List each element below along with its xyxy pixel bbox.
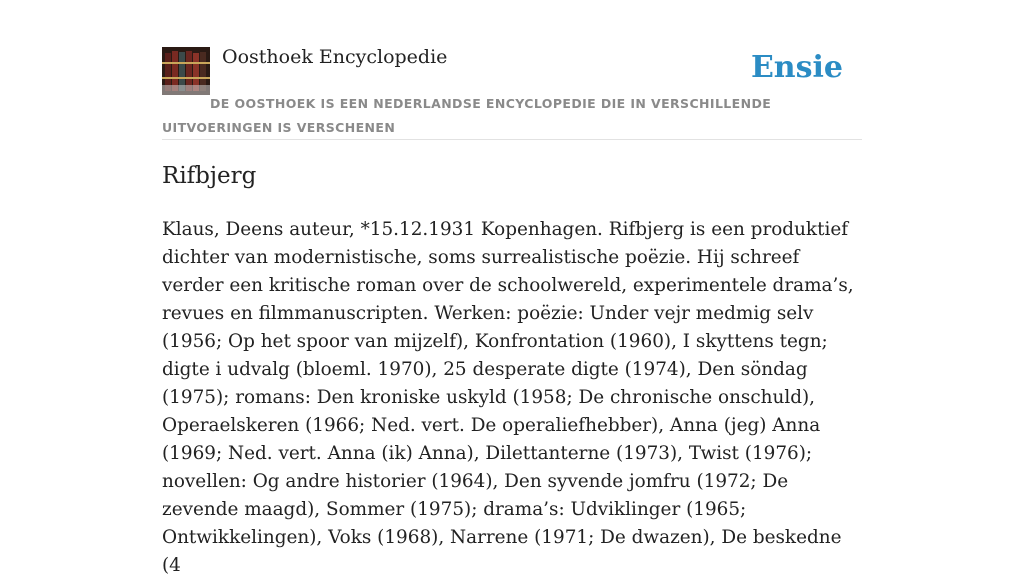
header-divider xyxy=(162,139,862,140)
article-body: Klaus, Deens auteur, *15.12.1931 Kopenhagen. Rifbjerg is een produktief dichter van modernistische, soms surrealistische poëzie. Hij schreef verder een kritische roman over de schoolwereld, experimentele drama’s, revues en filmmanuscripten. Werken: poëzie: Under vejr medmig selv (1956; Op het spoor van mijzelf), Konfrontation (1960), I skyttens tegn; digte i udvalg (bloeml. 1970), 25 desperate digte (1974), Den söndag (1975); romans: Den kroniske uskyld (1958; De chronische onschuld), Operaelskeren (1966; Ned. vert. De operaliefhebber), Anna (jeg) Anna (1969; Ned. vert. Anna (ik) Anna), Dilettanterne (1973), Twist (1976); novellen: Og andre historier (1964), Den syvende jomfru (1972; De zevende maagd), Sommer (1975); drama’s: Udviklinger (1965; Ontwikkelingen), Voks (1968), Narrene (1971; De dwazen), De beskedne (4 xyxy=(162,219,854,576)
site-tagline: DE OOSTHOEK IS EEN NEDERLANDSE ENCYCLOPEDIE DIE IN VERSCHILLENDE UITVOERINGEN IS VERSCHENEN xyxy=(162,96,772,135)
encyclopedia-books-avatar-icon[interactable] xyxy=(162,47,210,95)
article-title: Rifbjerg xyxy=(162,163,257,189)
site-name[interactable]: Oosthoek Encyclopedie xyxy=(222,46,448,68)
ensie-brand-logo[interactable]: Ensie xyxy=(750,50,843,85)
site-header xyxy=(162,46,862,140)
